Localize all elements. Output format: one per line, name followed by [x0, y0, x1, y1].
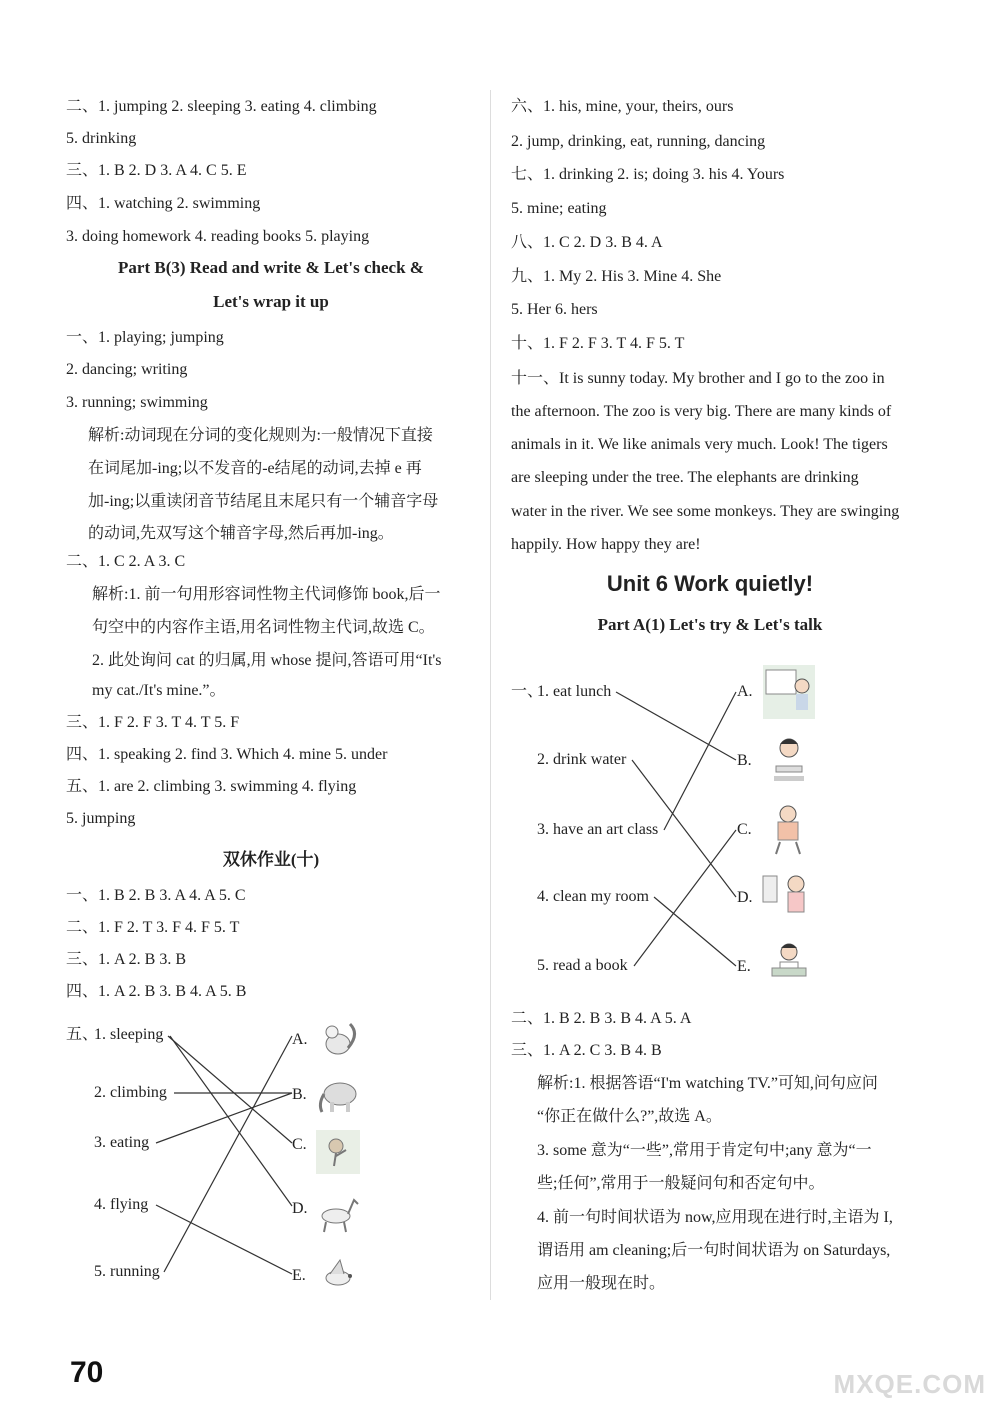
- matching-item: 3. eating: [94, 1134, 150, 1151]
- analysis-line: 应用一般现在时。: [537, 1275, 666, 1292]
- answer-line: 二、1. B 2. B 3. B 4. A 5. A: [511, 1010, 692, 1027]
- answer-line: 九、1. My 2. His 3. Mine 4. She: [511, 268, 722, 285]
- section-title: Part B(3) Read and write & Let's check &: [118, 258, 424, 277]
- matching-prefix: 一、: [511, 683, 544, 700]
- passage-line: the afternoon. The zoo is very big. There are many kinds of: [511, 403, 892, 420]
- matching-prefix: 五、: [66, 1026, 99, 1043]
- analysis-line: 在词尾加-ing;以不发音的-e结尾的动词,去掉 e 再: [88, 460, 422, 477]
- unit-title: Unit 6 Work quietly!: [606, 571, 814, 596]
- match-line: [164, 1036, 292, 1272]
- analysis-line: 句空中的内容作主语,用名词性物主代词,故选 C。: [92, 619, 435, 636]
- analysis-line: 解析:1. 根据答语“I'm watching TV.”可知,问句应问: [537, 1075, 878, 1092]
- match-line: [170, 1036, 292, 1206]
- answer-line: 六、1. his, mine, your, theirs, ours: [511, 98, 734, 115]
- child-reading-picture: [762, 938, 816, 994]
- matching-item: 4. clean my room: [537, 888, 649, 905]
- answer-line: 5. drinking: [66, 130, 137, 147]
- section-title: Part A(1) Let's try & Let's talk: [597, 615, 823, 634]
- matching-letter: D.: [737, 889, 753, 906]
- passage-line: animals in it. We like animals very much. Look! The tigers: [511, 436, 888, 453]
- matching-item: 5. read a book: [537, 957, 628, 974]
- match-line: [634, 830, 736, 966]
- answer-line: 四、1. speaking 2. find 3. Which 4. mine 5. under: [66, 746, 388, 763]
- page-number: 70: [70, 1356, 104, 1389]
- match-line: [156, 1093, 292, 1143]
- analysis-line: 4. 前一句时间状语为 now,应用现在进行时,主语为 I,: [537, 1209, 893, 1226]
- matching-letter: B.: [292, 1086, 307, 1103]
- matching-item: 3. have an art class: [537, 821, 659, 838]
- analysis-line: 3. some 意为“一些”,常用于肯定句中;any 意为“一: [537, 1142, 872, 1159]
- analysis-line: 解析:动词现在分词的变化规则为:一般情况下直接: [88, 427, 433, 444]
- matching-letter: C.: [737, 821, 752, 838]
- answer-line: 三、1. F 2. F 3. T 4. T 5. F: [66, 714, 240, 731]
- match-line: [654, 897, 736, 966]
- child-drinking-picture: [762, 732, 816, 788]
- answer-line: 3. doing homework 4. reading books 5. playing: [66, 228, 370, 245]
- matching-letter: A.: [737, 683, 753, 700]
- answer-line: 5. Her 6. hers: [511, 301, 598, 318]
- analysis-line: 解析:1. 前一句用形容词性物主代词修饰 book,后一: [92, 586, 441, 603]
- match-line: [664, 692, 736, 830]
- answer-line: 2. jump, drinking, eat, running, dancing: [511, 133, 766, 150]
- answer-line: 四、1. A 2. B 3. B 4. A 5. B: [66, 983, 247, 1000]
- analysis-line: 的动词,先双写这个辅音字母,然后再加-ing。: [88, 525, 394, 542]
- match-line: [156, 1205, 292, 1274]
- matching-letter: D.: [292, 1200, 308, 1217]
- child-cleaning-picture: [762, 870, 816, 926]
- answer-line: 七、1. drinking 2. is; doing 3. his 4. Yours: [511, 166, 785, 183]
- analysis-line: 2. 此处询问 cat 的归属,用 whose 提问,答语可用“It's: [92, 652, 442, 669]
- matching-item: 1. sleeping: [94, 1026, 164, 1043]
- analysis-line: my cat./It's mine.”。: [92, 682, 226, 699]
- matching-letter: C.: [292, 1136, 307, 1153]
- analysis-line: 些;任何”,常用于一般疑问句和否定句中。: [537, 1175, 825, 1192]
- answer-line: 二、1. jumping 2. sleeping 3. eating 4. climbing: [66, 98, 377, 115]
- matching-letter: A.: [292, 1031, 308, 1048]
- passage-line: 十一、It is sunny today. My brother and I go to the zoo in: [511, 370, 885, 387]
- answer-line: 二、1. C 2. A 3. C: [66, 553, 186, 570]
- answer-line: 二、1. F 2. T 3. F 4. F 5. T: [66, 919, 240, 936]
- matching-item: 1. eat lunch: [537, 683, 612, 700]
- answer-line: 5. mine; eating: [511, 200, 607, 217]
- answer-line: 四、1. watching 2. swimming: [66, 195, 261, 212]
- answer-line: 一、1. playing; jumping: [66, 329, 224, 346]
- answer-line: 2. dancing; writing: [66, 361, 188, 378]
- answer-line: 五、1. are 2. climbing 3. swimming 4. flying: [66, 778, 357, 795]
- matching-letter: E.: [292, 1267, 306, 1284]
- passage-line: are sleeping under the tree. The elephants are drinking: [511, 469, 859, 486]
- passage-line: happily. How happy they are!: [511, 536, 701, 553]
- matching-item: 4. flying: [94, 1196, 149, 1213]
- matching-letter: E.: [737, 958, 751, 975]
- child-at-board-picture: [762, 664, 816, 720]
- section-title: 双休作业(十): [222, 850, 320, 869]
- answer-line: 八、1. C 2. D 3. B 4. A: [511, 234, 663, 251]
- analysis-line: 谓语用 am cleaning;后一句时间状语为 on Saturdays,: [537, 1242, 891, 1259]
- watermark: MXQE.COM: [833, 1369, 986, 1399]
- answer-line: 三、1. A 2. B 3. B: [66, 951, 187, 968]
- answer-line: 十、1. F 2. F 3. T 4. F 5. T: [511, 335, 685, 352]
- match-line: [168, 1036, 292, 1143]
- child-painting-picture: [762, 800, 816, 856]
- answer-line: 3. running; swimming: [66, 394, 208, 411]
- answer-line: 三、1. A 2. C 3. B 4. B: [511, 1042, 662, 1059]
- matching-item: 5. running: [94, 1263, 160, 1280]
- analysis-line: “你正在做什么?”,故选 A。: [537, 1108, 722, 1125]
- section-title: Let's wrap it up: [213, 292, 329, 311]
- answer-line: 三、1. B 2. D 3. A 4. C 5. E: [66, 162, 247, 179]
- answer-line: 一、1. B 2. B 3. A 4. A 5. C: [66, 887, 246, 904]
- matching-item: 2. drink water: [537, 751, 627, 768]
- matching-item: 2. climbing: [94, 1084, 167, 1101]
- answer-line: 5. jumping: [66, 810, 136, 827]
- passage-line: water in the river. We see some monkeys. They are swinging: [511, 503, 900, 520]
- analysis-line: 加-ing;以重读闭音节结尾且末尾只有一个辅音字母: [88, 493, 439, 510]
- matching-letter: B.: [737, 752, 752, 769]
